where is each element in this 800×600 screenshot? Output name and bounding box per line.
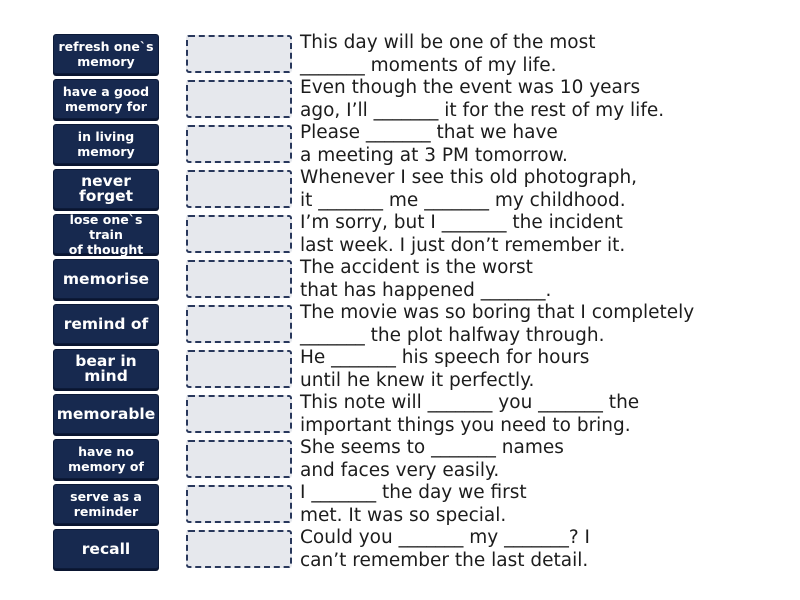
answer-chip[interactable]: bear in mind: [53, 349, 159, 389]
drop-zone[interactable]: [186, 80, 292, 118]
answer-chip[interactable]: lose one`s train of thought: [53, 214, 159, 254]
drop-zone[interactable]: [186, 440, 292, 478]
drop-zone[interactable]: [186, 530, 292, 568]
drop-zone[interactable]: [186, 485, 292, 523]
answer-chip[interactable]: never forget: [53, 169, 159, 209]
drop-zone[interactable]: [186, 35, 292, 73]
answer-chip[interactable]: serve as a reminder: [53, 484, 159, 524]
sentence-text: Please _______ that we have a meeting at 3 PM tomorrow.: [300, 122, 568, 166]
match-row: [0, 392, 800, 437]
sentence-text: I’m sorry, but I _______ the incident last week. I just don’t remember it.: [300, 212, 626, 256]
sentence-text: Could you _______ my _______? I can’t remember the last detail.: [300, 527, 590, 571]
answer-chip[interactable]: memorise: [53, 259, 159, 299]
sentence-text: This day will be one of the most _______ moments of my life.: [300, 32, 596, 76]
sentence-text: Whenever I see this old photograph, it _______ me _______ my childhood.: [300, 167, 638, 211]
match-row: [0, 32, 800, 77]
match-row: [0, 257, 800, 302]
match-row: [0, 167, 800, 212]
match-row: [0, 302, 800, 347]
match-row: [0, 347, 800, 392]
sentence-text: I _______ the day we first met. It was so special.: [300, 482, 527, 526]
drop-zone[interactable]: [186, 395, 292, 433]
match-row: [0, 482, 800, 527]
answer-chip[interactable]: have a good memory for: [53, 79, 159, 119]
match-row: [0, 527, 800, 572]
drop-zone[interactable]: [186, 215, 292, 253]
sentence-text: The accident is the worst that has happened _______.: [300, 257, 552, 301]
sentence-text: Even though the event was 10 years ago, I’ll _______ it for the rest of my life.: [300, 77, 665, 121]
drop-zone[interactable]: [186, 170, 292, 208]
answer-chip[interactable]: in living memory: [53, 124, 159, 164]
drop-zone[interactable]: [186, 350, 292, 388]
match-row: [0, 77, 800, 122]
match-row: [0, 212, 800, 257]
match-row: [0, 437, 800, 482]
sentence-text: She seems to _______ names and faces very easily.: [300, 437, 564, 481]
sentence-text: He _______ his speech for hours until he knew it perfectly.: [300, 347, 590, 391]
drop-zone[interactable]: [186, 305, 292, 343]
drop-zone[interactable]: [186, 125, 292, 163]
sentence-text: This note will _______ you _______ the important things you need to bring.: [300, 392, 640, 436]
answer-chip[interactable]: have no memory of: [53, 439, 159, 479]
answer-chip[interactable]: refresh one`s memory: [53, 34, 159, 74]
sentence-text: The movie was so boring that I completely _______ the plot halfway through.: [300, 302, 695, 346]
match-row: [0, 122, 800, 167]
answer-chip[interactable]: remind of: [53, 304, 159, 344]
answer-chip[interactable]: recall: [53, 529, 159, 569]
answer-chip[interactable]: memorable: [53, 394, 159, 434]
drop-zone[interactable]: [186, 260, 292, 298]
